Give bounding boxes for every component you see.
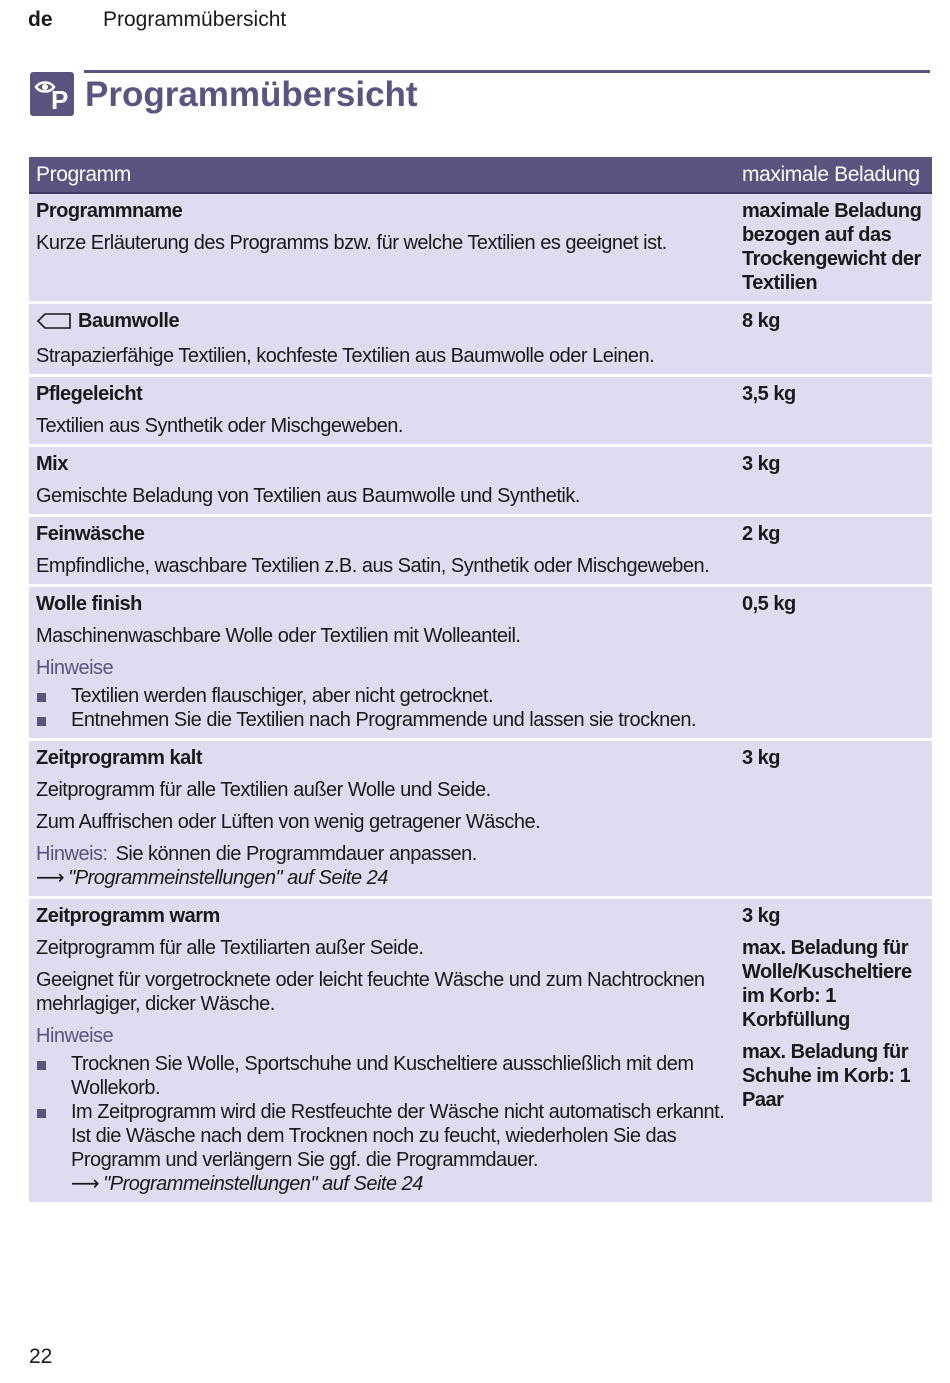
table-row <box>29 303 932 376</box>
load-cell <box>735 898 932 1203</box>
bullet-square-icon <box>37 1109 46 1118</box>
program-name: Feinwäsche <box>36 523 145 545</box>
bullet-square-icon <box>37 1061 46 1070</box>
program-description: Empfindliche, waschbare Textilien z.B. aus Satin, Synthetik oder Mischgeweben. <box>36 555 710 577</box>
list-item: Im Zeitprogramm wird die Restfeuchte der Wäsche nicht automatisch erkannt. Ist die Wäsche nach dem Trocknen noch zu feucht, wiederholen Sie das Programm und verlängern Sie ggf. die Programmdauer. ⟶ "Programmeinstellungen" auf Seite 24 <box>36 1100 727 1196</box>
cross-reference-link[interactable]: ⟶ "Programmeinstellungen" auf Seite 24 <box>71 1173 423 1195</box>
max-load-wool-basket: max. Beladung für Wolle/Kuscheltiere im Korb: 1 Korbfüllung <box>742 937 912 1031</box>
table-row <box>29 586 932 740</box>
max-load: 3 kg <box>742 747 781 769</box>
program-name: Zeitprogramm warm <box>36 905 220 927</box>
page-number: 22 <box>29 1345 53 1368</box>
program-description: Textilien aus Synthetik oder Mischgeweben. <box>36 415 403 437</box>
program-name: Baumwolle <box>78 310 180 332</box>
program-description: Zeitprogramm für alle Textilien außer Wolle und Seide. <box>36 779 491 801</box>
load-cell <box>735 516 932 586</box>
program-description: Strapazierfähige Textilien, kochfeste Textilien aus Baumwolle oder Leinen. <box>36 345 655 367</box>
section-name: Programmübersicht <box>103 8 287 31</box>
program-description-2: Geeignet für vorgetrocknete oder leicht feuchte Wäsche und zum Nachtrocknen mehrlagiger, dicker Wäsche. <box>36 969 705 1015</box>
arrow-right-icon: ⟶ <box>36 867 65 889</box>
bullet-square-icon <box>37 693 46 702</box>
hints-list <box>36 684 727 732</box>
program-description: Maschinenwaschbare Wolle oder Textilien mit Wolleanteil. <box>36 625 521 647</box>
table-row <box>29 193 932 303</box>
max-load: 8 kg <box>742 310 781 332</box>
table-row <box>29 740 932 898</box>
max-load: 3 kg <box>742 453 781 475</box>
program-description-2: Zum Auffrischen oder Lüften von wenig getragener Wäsche. <box>36 811 541 833</box>
table-row <box>29 516 932 586</box>
hints-heading: Hinweise <box>36 1025 114 1047</box>
column-header-program: Programm <box>29 157 735 193</box>
table-row <box>29 376 932 446</box>
load-cell <box>735 446 932 516</box>
table-row <box>29 446 932 516</box>
hint-label: Hinweis: <box>36 843 108 865</box>
load-cell <box>735 193 932 303</box>
page-title: Programmübersicht <box>85 75 418 114</box>
load-cell <box>735 376 932 446</box>
load-cell <box>735 740 932 898</box>
hint-line <box>36 842 727 866</box>
arrow-right-icon: ⟶ <box>71 1173 100 1195</box>
load-cell <box>735 303 932 376</box>
max-load-shoes-basket: max. Beladung für Schuhe im Korb: 1 Paar <box>742 1041 911 1111</box>
max-load: maximale Beladung bezogen auf das Trockengewicht der Textilien <box>742 200 922 294</box>
hint-text: Sie können die Programmdauer anpassen. <box>115 843 477 865</box>
list-item: Textilien werden flauschiger, aber nicht getrocknet. <box>36 684 727 708</box>
title-rule <box>84 70 930 73</box>
program-name: Mix <box>36 453 68 475</box>
bullet-square-icon <box>37 717 46 726</box>
program-cell <box>29 586 735 740</box>
program-cell <box>29 376 735 446</box>
program-name: Programmname <box>36 200 183 222</box>
program-cell <box>29 898 735 1203</box>
cross-reference-link[interactable]: ⟶ "Programmeinstellungen" auf Seite 24 <box>36 867 388 889</box>
cotton-program-icon <box>36 312 72 336</box>
page-header <box>28 8 286 32</box>
program-name: Wolle finish <box>36 593 142 615</box>
program-description: Zeitprogramm für alle Textiliarten außer Seide. <box>36 937 424 959</box>
hints-heading: Hinweise <box>36 657 114 679</box>
program-description: Gemischte Beladung von Textilien aus Baumwolle und Synthetik. <box>36 485 580 507</box>
program-cell <box>29 446 735 516</box>
table-row <box>29 898 932 1203</box>
program-description: Kurze Erläuterung des Programms bzw. für welche Textilien es geeignet ist. <box>36 232 667 254</box>
program-table <box>29 157 932 1202</box>
load-cell <box>735 586 932 740</box>
max-load: 3,5 kg <box>742 383 796 405</box>
max-load: 2 kg <box>742 523 781 545</box>
program-name: Pflegeleicht <box>36 383 143 405</box>
svg-text:P: P <box>51 85 69 115</box>
column-header-load: maximale Beladung <box>735 157 932 193</box>
max-load: 0,5 kg <box>742 593 796 615</box>
program-cell <box>29 740 735 898</box>
list-item: Entnehmen Sie die Textilien nach Programmende und lassen sie trocknen. <box>36 708 727 732</box>
program-name: Zeitprogramm kalt <box>36 747 202 769</box>
program-cell <box>29 303 735 376</box>
program-overview-icon <box>30 72 74 116</box>
program-cell <box>29 516 735 586</box>
program-cell <box>29 193 735 303</box>
hints-list <box>36 1052 727 1196</box>
list-item: Trocknen Sie Wolle, Sportschuhe und Kuscheltiere ausschließlich mit dem Wollekorb. <box>36 1052 727 1100</box>
language-code: de <box>28 8 53 31</box>
max-load: 3 kg <box>742 905 781 927</box>
table-header-row <box>29 157 932 193</box>
